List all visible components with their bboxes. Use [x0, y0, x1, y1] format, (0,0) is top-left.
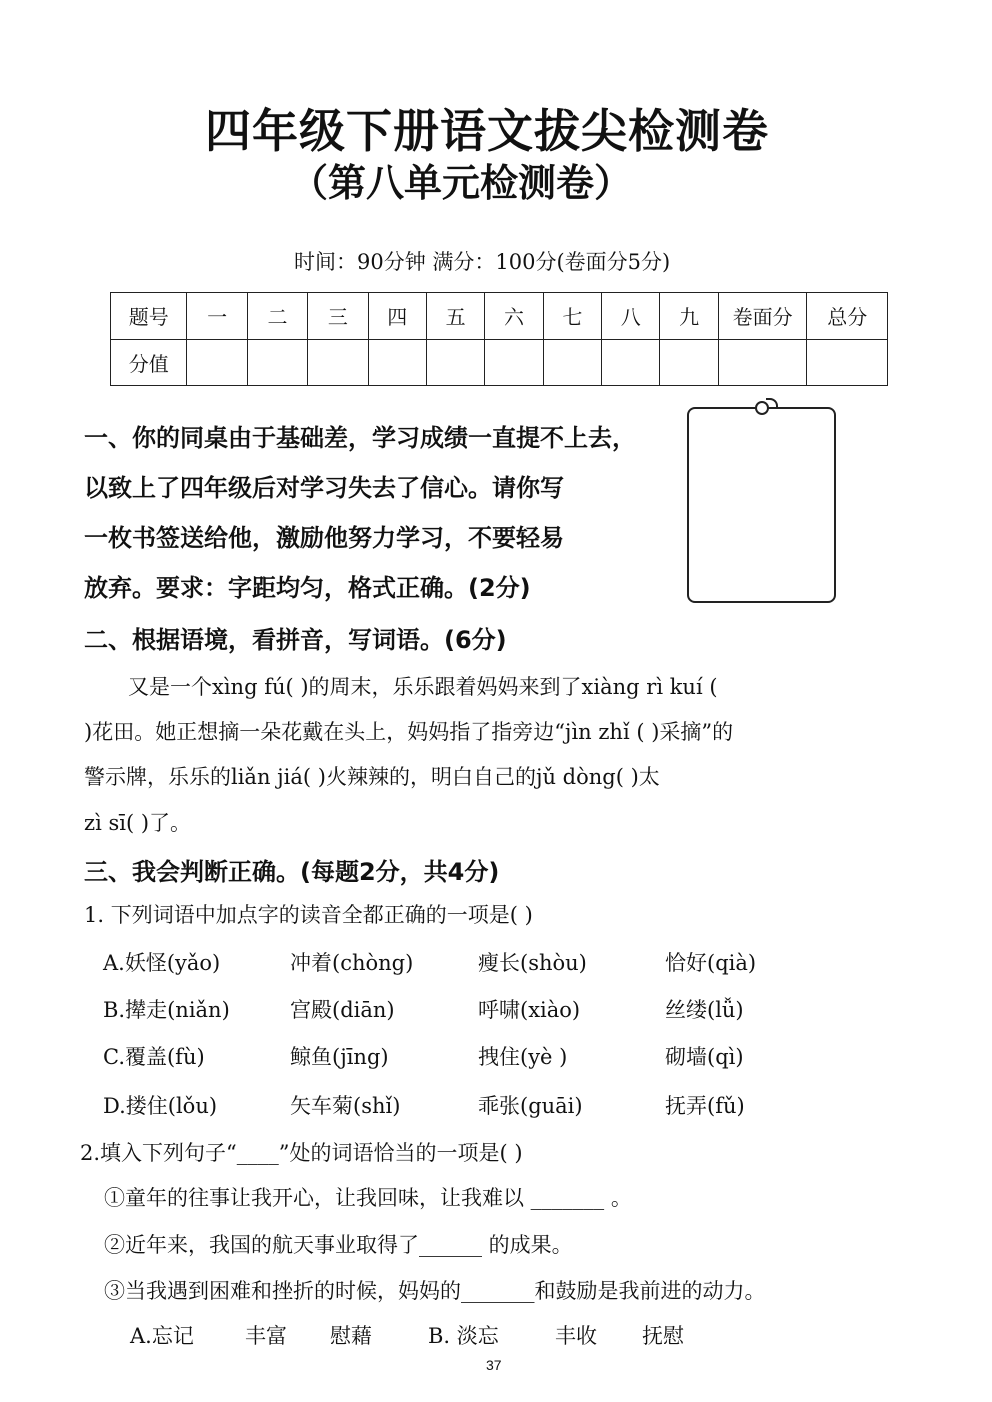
section1-line: 一枚书签送给他，激励他努力学习，不要轻易 — [84, 524, 564, 552]
q1-option: 拽住(yè ) — [478, 1045, 568, 1069]
score-table-column-header: 九 — [660, 293, 718, 340]
section1-line: 一、你的同桌由于基础差，学习成绩一直提不上去， — [84, 424, 636, 452]
score-table-value-row — [111, 339, 888, 386]
q1-option: 抚弄(fǔ) — [665, 1094, 745, 1118]
q2-choice: B. 淡忘 — [428, 1324, 499, 1348]
section2-line: 又是一个xìng fú( )的周末，乐乐跟着妈妈来到了xiàng rì kuí ( — [128, 675, 718, 699]
q1-option: 恰好(qià) — [665, 951, 757, 975]
q1-option: D.搂住(lǒu) — [103, 1094, 218, 1118]
section2-heading: 二、根据语境，看拼音，写词语。(6分) — [84, 626, 507, 654]
score-cell[interactable] — [485, 339, 543, 386]
page-subtitle: （第八单元检测卷） — [290, 161, 633, 205]
q2-sentence: ①童年的往事让我开心，让我回味，让我难以 _______ 。 — [104, 1186, 632, 1210]
q1-option: 瘦长(shòu) — [478, 951, 587, 975]
q2-choice: 丰富 — [245, 1324, 287, 1348]
score-cell[interactable] — [187, 339, 247, 386]
score-table-column-header: 四 — [368, 293, 426, 340]
score-table-row-label: 题号 — [111, 293, 187, 340]
score-table-column-header: 八 — [602, 293, 660, 340]
q1-option: B.撵走(niǎn) — [103, 998, 230, 1022]
score-cell[interactable] — [660, 339, 718, 386]
q2-choice: 丰收 — [555, 1324, 597, 1348]
score-cell[interactable] — [807, 339, 888, 386]
section2-line: 警示牌，乐乐的liǎn jiá( )火辣辣的，明白自己的jǔ dòng( )太 — [84, 765, 660, 789]
score-cell[interactable] — [543, 339, 601, 386]
q2-choice: A.忘记 — [130, 1324, 194, 1348]
q1-option: 鲸鱼(jīng) — [290, 1045, 389, 1069]
score-table-row-label: 分值 — [111, 339, 187, 386]
q1-option: 砌墙(qì) — [665, 1045, 744, 1069]
score-table-column-header: 总分 — [807, 293, 888, 340]
q1-option: 宫殿(diān) — [290, 998, 395, 1022]
q1-option: 丝缕(lǚ) — [665, 998, 744, 1022]
score-cell[interactable] — [718, 339, 807, 386]
bookmark-writing-area[interactable] — [687, 407, 836, 603]
bookmark-hole-icon — [755, 401, 769, 415]
score-cell[interactable] — [426, 339, 484, 386]
section2-line: zì sī( )了。 — [84, 811, 192, 835]
score-table-column-header: 二 — [247, 293, 307, 340]
section1-line: 以致上了四年级后对学习失去了信心。请你写 — [84, 474, 564, 502]
page-number: 37 — [486, 1357, 502, 1373]
section3-heading: 三、我会判断正确。(每题2分，共4分) — [84, 858, 500, 886]
q1-option: A.妖怪(yǎo) — [103, 951, 221, 975]
score-table-column-header: 一 — [187, 293, 247, 340]
page-title: 四年级下册语文拔尖检测卷 — [205, 104, 769, 158]
score-table-column-header: 三 — [308, 293, 368, 340]
score-table-column-header: 六 — [485, 293, 543, 340]
score-table-header-row — [111, 293, 888, 340]
q1-option: 呼啸(xiào) — [478, 998, 581, 1022]
score-table — [110, 292, 888, 386]
q2-choice: 抚慰 — [642, 1324, 684, 1348]
score-cell[interactable] — [602, 339, 660, 386]
question2-stem: 2.填入下列句子“____”处的词语恰当的一项是( ) — [80, 1141, 523, 1165]
q2-choice: 慰藉 — [330, 1324, 372, 1348]
q1-option: 乖张(guāi) — [478, 1094, 583, 1118]
score-table-column-header: 七 — [543, 293, 601, 340]
score-cell[interactable] — [247, 339, 307, 386]
score-cell[interactable] — [308, 339, 368, 386]
section2-line: )花田。她正想摘一朵花戴在头上，妈妈指了指旁边“jìn zhǐ ( )采摘”的 — [84, 720, 734, 744]
q2-sentence: ③当我遇到困难和挫折的时候，妈妈的_______和鼓励是我前进的动力。 — [104, 1279, 766, 1303]
q1-option: C.覆盖(fù) — [103, 1045, 205, 1069]
score-table-column-header: 五 — [426, 293, 484, 340]
question1-stem: 1. 下列词语中加点字的读音全都正确的一项是( ) — [84, 903, 533, 927]
score-cell[interactable] — [368, 339, 426, 386]
section1-line: 放弃。要求：字距均匀，格式正确。(2分) — [84, 574, 531, 602]
score-table-column-header: 卷面分 — [718, 293, 807, 340]
q2-sentence: ②近年来，我国的航天事业取得了______ 的成果。 — [104, 1233, 573, 1257]
exam-meta: 时间：90分钟 满分：100分(卷面分5分) — [294, 250, 671, 274]
q1-option: 冲着(chòng) — [290, 951, 414, 975]
q1-option: 矢车菊(shǐ) — [290, 1094, 401, 1118]
